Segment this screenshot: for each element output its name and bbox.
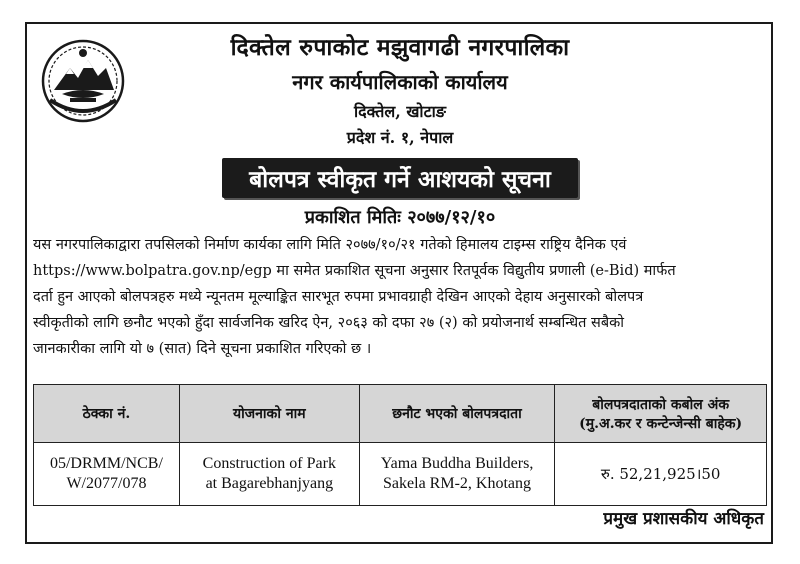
header-bid-amount-line2: (मु.अ.कर र कन्टेन्जेन्सी बाहेक) xyxy=(579,415,743,432)
municipality-name: दिक्तेल रुपाकोट मझुवागढी नगरपालिका xyxy=(230,34,570,61)
project-line1: Construction of Park xyxy=(202,455,336,472)
project-line2: at Bagarebhanjyang xyxy=(205,475,334,492)
cell-project-name xyxy=(179,443,359,506)
office-location: दिक्तेल, खोटाङ xyxy=(354,102,446,121)
table-header-row xyxy=(34,385,767,443)
table-row xyxy=(34,443,767,506)
notice-body xyxy=(33,232,771,362)
notice-title: बोलपत्र स्वीकृत गर्ने आशयको सूचना xyxy=(222,158,578,198)
header-contract-no: ठेक्का नं. xyxy=(34,385,180,443)
contract-no-line2: W/2077/078 xyxy=(66,475,147,492)
body-line: स्वीकृतीको लागि छनौट भएको हुँदा सार्वजनिक खरिद ऐन, २०६३ को दफा २७ (२) को प्रयोजनार्थ सम्बन्धित सबैको xyxy=(33,315,625,331)
cell-bid-amount: रु. 52,21,925।50 xyxy=(555,443,767,506)
bidder-line1: Yama Buddha Builders, xyxy=(380,455,534,472)
body-line: यस नगरपालिकाद्वारा तपसिलको निर्माण कार्यका लागि मिति २०७७/१०/२१ गतेको हिमालय टाइम्स राष्ट्रिय दैनिक एवं xyxy=(33,237,627,253)
header-bid-amount-line1: बोलपत्रदाताको कबोल अंक xyxy=(592,396,730,413)
bid-table xyxy=(33,384,767,506)
header-bid-amount xyxy=(555,385,767,443)
body-line: जानकारीका लागि यो ७ (सात) दिने सूचना प्रकाशित गरिएको छ । xyxy=(33,341,372,357)
province-name: प्रदेश नं. १, नेपाल xyxy=(346,128,454,147)
body-line: https://www.bolpatra.gov.np/egp मा समेत प्रकाशित सूचना अनुसार रितपूर्वक विद्युतीय प्रणाली (e-Bid) मार्फत xyxy=(33,263,676,279)
office-name: नगर कार्यपालिकाको कार्यालय xyxy=(292,70,508,94)
header-selected-bidder: छनौट भएको बोलपत्रदाता xyxy=(359,385,555,443)
contract-no-line1: 05/DRMM/NCB/ xyxy=(49,455,163,472)
body-line: दर्ता हुन आएको बोलपत्रहरु मध्ये न्यूनतम मूल्याङ्कित सारभूत रुपमा प्रभावग्राही देखिन आएको देहाय अनुसारको बोलपत्र xyxy=(33,289,644,305)
signatory-title: प्रमुख प्रशासकीय अधिकृत xyxy=(603,509,764,529)
cell-contract-no xyxy=(34,443,180,506)
bidder-line2: Sakela RM-2, Khotang xyxy=(383,475,532,492)
published-date: प्रकाशित मितिः २०७७/१२/१० xyxy=(304,207,496,228)
cell-selected-bidder xyxy=(359,443,555,506)
header-project-name: योजनाको नाम xyxy=(179,385,359,443)
